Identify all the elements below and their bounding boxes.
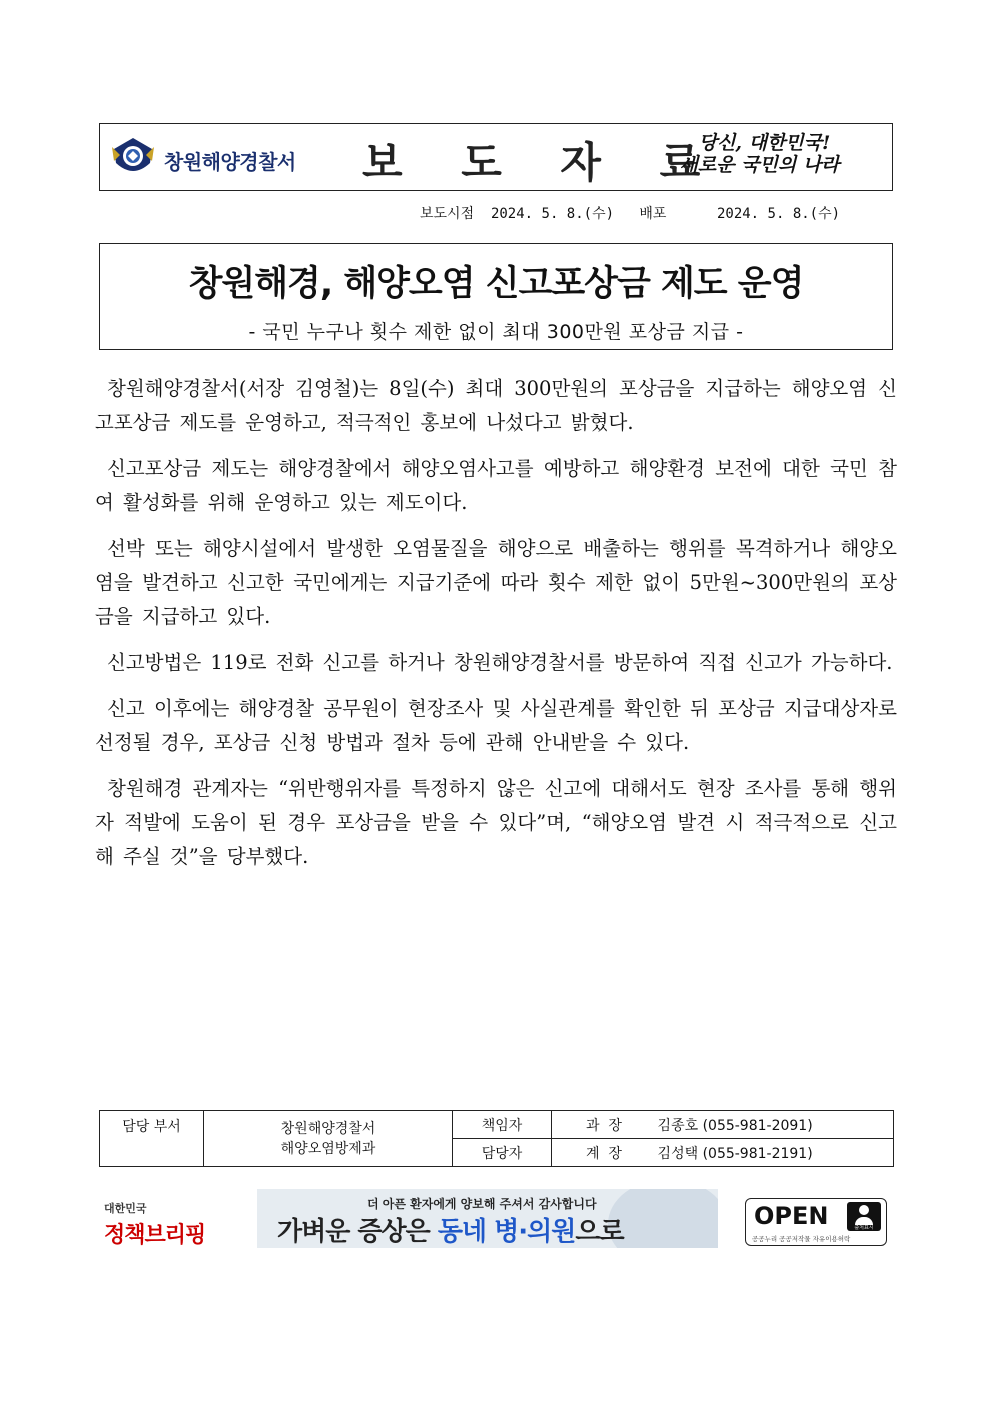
dept-name xyxy=(204,1111,453,1167)
press-header xyxy=(99,123,893,191)
headline-box xyxy=(99,243,893,350)
campaign-banner[interactable] xyxy=(257,1189,718,1248)
brand-small-text: 대한민국 xyxy=(104,1202,147,1215)
dept-line-1: 창원해양경찰서 xyxy=(280,1120,376,1137)
paragraph: 신고방법은 119로 전화 신고를 하거나 창원해양경찰서를 방문하여 직접 신고가 가능하다. xyxy=(107,651,893,674)
role-cell: 담당자 xyxy=(453,1139,552,1167)
kogl-open-badge[interactable] xyxy=(745,1198,887,1246)
person-head xyxy=(859,1205,869,1215)
contact-info-cell: 계 장 김성택 (055-981-2191) xyxy=(552,1139,894,1167)
paragraph: 신고포상금 제도는 해양경찰에서 해양오염사고를 예방하고 해양환경 보전에 대한 국민 참여 활성화를 위해 운영하고 있는 제도이다. xyxy=(95,457,897,514)
brand-big-text: 정책브리핑 xyxy=(104,1223,206,1248)
contact-table xyxy=(99,1110,894,1167)
paragraph: 신고 이후에는 해양경찰 공무원이 현장조사 및 사실관계를 확인한 뒤 포상금 지급대상자로 선정될 경우, 포상금 신청 방법과 절차 등에 관해 안내받을 수 있다. xyxy=(95,697,897,754)
table-row xyxy=(100,1111,894,1139)
kogl-caption: 공공누리 공공저작물 자유이용허락 xyxy=(752,1235,851,1243)
slogan-line-1: 당신, 대한민국! xyxy=(698,132,831,154)
policy-briefing-logo[interactable] xyxy=(104,1200,214,1248)
banner-main-highlight: 동네 병·의원 xyxy=(437,1217,576,1247)
banner-main-text xyxy=(277,1211,624,1248)
sub-headline: - 국민 누구나 횟수 제한 없이 최대 300만원 포상금 지급 - xyxy=(248,321,744,343)
role-cell: 책임자 xyxy=(453,1111,552,1139)
contact-info-cell: 과 장 김종호 (055-981-2091) xyxy=(552,1111,894,1139)
release-date-info: 보도시점 2024. 5. 8.(수) 배포 2024. 5. 8.(수) xyxy=(420,206,841,222)
agency-name: 창원해양경찰서 xyxy=(164,150,296,174)
paragraph: 창원해양경찰서(서장 김영철)는 8일(수) 최대 300만원의 포상금을 지급하는 해양오염 신고포상금 제도를 운영하고, 적극적인 홍보에 나섰다고 밝혔다. xyxy=(95,377,897,434)
banner-decoration xyxy=(608,1189,718,1248)
paragraph: 선박 또는 해양시설에서 발생한 오염물질을 해양으로 배출하는 행위를 목격하거나 해양오염을 발견하고 신고한 국민에게는 지급기준에 따라 횟수 제한 없이 5만원~300만원의 포상금을 지급하고 있다. xyxy=(95,537,897,628)
slogan-line-2: 새로운 국민의 나라 xyxy=(679,154,840,176)
dept-label: 담당 부서 xyxy=(100,1111,204,1167)
coast-guard-emblem-icon xyxy=(110,135,156,181)
headline: 창원해경, 해양오염 신고포상금 제도 운영 xyxy=(188,264,804,304)
press-release-title: 보 도 자 료 xyxy=(362,138,723,187)
slogan xyxy=(667,132,862,176)
attribution-person-icon xyxy=(847,1202,881,1231)
dept-line-2: 해양오염방제과 xyxy=(280,1140,376,1157)
paragraph: 창원해경 관계자는 “위반행위자를 특정하지 않은 신고에 대해서도 현장 조사를 통해 행위자 적발에 도움이 된 경우 포상금을 받을 수 있다”며, “해양오염 발견 시 적극적으로 신고해 주실 것”을 당부했다. xyxy=(95,777,897,868)
article-body xyxy=(95,372,897,886)
banner-main-part-1: 가벼운 증상은 xyxy=(277,1217,438,1247)
open-text: OPEN xyxy=(754,1202,829,1230)
banner-main-part-3: 으로 xyxy=(575,1217,624,1247)
banner-top-text: 더 아픈 환자에게 양보해 주셔서 감사합니다 xyxy=(367,1197,597,1211)
attribution-label: 출처표시 xyxy=(854,1225,874,1231)
